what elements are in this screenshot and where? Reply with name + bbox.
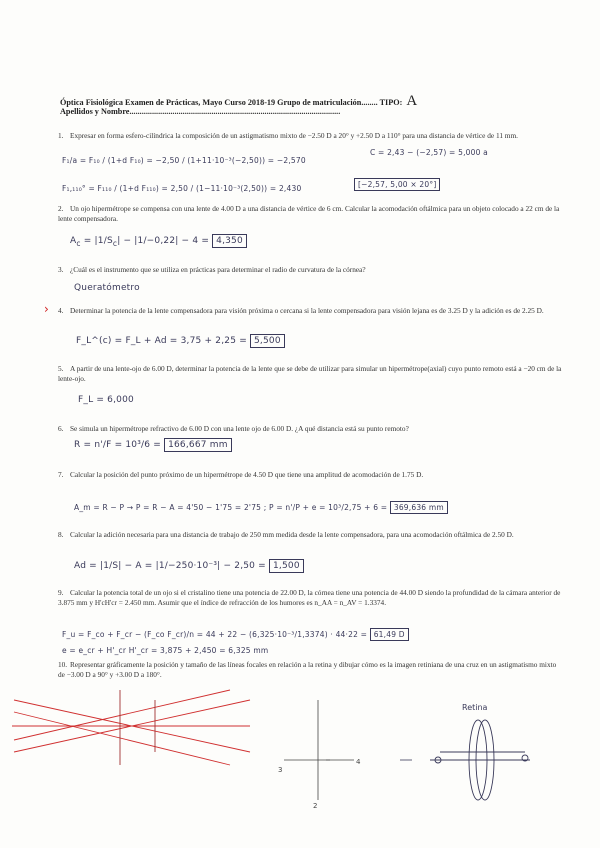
question-6-text: Se simula un hipermétrope refractivo de 6.00 D con una lente ojo de 6.00 D. ¿A qué distancia está su punto remoto? [70, 424, 409, 433]
answer-4-result: 5,500 [250, 334, 285, 348]
ray-diagram [12, 690, 250, 765]
name-label: Apellidos y Nombre....................................................................................................... [60, 107, 341, 116]
answer-7-result: 369,636 mm [390, 501, 448, 514]
answer-7: A_m = R − P → P = R − A = 4'50 − 1'75 = 2'75 ; P = n'/P + e = 10³/2,75 + 6 = 369,636 mm [74, 503, 448, 512]
question-3-text: ¿Cuál es el instrumento que se utiliza en prácticas para determinar el radio de curvatura de la córnea? [70, 265, 366, 274]
answer-1-line1: F₁/a = F₁₀ / (1+d F₁₀) = −2,50 / (1+11·10⁻³(−2,50)) = −2,570 [62, 156, 306, 165]
question-5: 5. A partir de una lente-ojo de 6.00 D, determinar la potencia de la lente que se debe de utilizar para simular un hipermétrope(axial) cuyo punto remoto está a −20 cm de la lente-ojo. [58, 364, 562, 383]
answer-5: F_L = 6,000 [78, 395, 134, 405]
answer-1-cyl: C = 2,43 − (−2,57) = 5,000 a [370, 148, 488, 157]
axis-label-4: 4 [356, 758, 361, 766]
question-8: 8. Calcular la adición necesaria para una distancia de trabajo de 250 mm medida desde la lente compensadora, para una acomodación oftálmica de 2.50 D. [58, 530, 514, 539]
question-3: 3. ¿Cuál es el instrumento que se utiliza en prácticas para determinar el radio de curvatura de la córnea? [58, 265, 366, 274]
question-10-text: Representar gráficamente la posición y tamaño de las líneas focales en relación a la retina y dibujar cómo es la imagen retiniana de una cruz en un astigmatismo mixto de −3.00 D a 90° y +3.00 D a 180°. [58, 660, 557, 679]
answer-9-result: 61,49 D [370, 628, 409, 641]
answer-6: R = n'/F = 10³/6 = 166,667 mm [74, 440, 232, 450]
question-2-text: Un ojo hipermétrope se compensa con una lente de 4.00 D a una distancia de vértice de 6 cm. Calcular la acomodación oftálmica para un objeto colocado a 22 cm de la lente compensadora. [58, 204, 560, 223]
question-7: 7. Calcular la posición del punto próximo de un hipermétrope de 4.50 D que tiene una amplitud de acomodación de 1.75 D. [58, 470, 424, 479]
answer-2-result: 4,350 [212, 234, 247, 248]
tipo-letter: A [406, 93, 418, 109]
answer-3: Queratómetro [74, 283, 140, 293]
answer-6-result: 166,667 mm [164, 438, 232, 452]
answer-9-line2: e = e_cr + H'_cr H'_cr = 3,875 + 2,450 = 6,325 mm [62, 646, 269, 655]
question-6: 6. Se simula un hipermétrope refractivo de 6.00 D con una lente ojo de 6.00 D. ¿A qué distancia está su punto remoto? [58, 424, 409, 433]
question-4-text: Determinar la potencia de la lente compensadora para visión próxima o cercana si la lente compensadora para visión lejana es de 3.25 D y la adición es de 2.25 D. [70, 306, 544, 315]
ray-4 [14, 690, 230, 740]
question-5-text: A partir de una lente-ojo de 6.00 D, determinar la potencia de la lente que se debe de utilizar para simular un hipermétrope(axial) cuyo punto remoto está a −20 cm de la lente-ojo. [58, 364, 562, 383]
question-8-text: Calcular la adición necesaria para una distancia de trabajo de 250 mm medida desde la lente compensadora, para una acomodación oftálmica de 2.50 D. [70, 530, 514, 539]
question-4: 4. Determinar la potencia de la lente compensadora para visión próxima o cercana si la lente compensadora para visión lejana es de 3.25 D y la adición es de 2.25 D. [58, 306, 544, 315]
question-9: 9. Calcular la potencia total de un ojo si el cristalino tiene una potencia de 22.00 D, la córnea tiene una potencia de 44.00 D siendo la profundidad de la cámara anterior de 3.875 mm y H'cH'cr = 2.450 mm. Asumir que el índice de refracción de los humores es n_AA = n_AV = 1.3374. [58, 588, 561, 607]
answer-9: F_u = F_co + F_cr − (F_co F_cr)/n = 44 + 22 − (6,325·10⁻³/1,3374) · 44·22 = 61,49 D [62, 630, 409, 639]
axis-label-3: 3 [278, 766, 283, 774]
answer-8: Ad = |1/S| − A = |1/−250·10⁻³| − 2,50 = 1,500 [74, 561, 304, 571]
answer-1-line2: F₁,₁₁₀° = F₁₁₀ / (1+d F₁₁₀) = 2,50 / (1−11·10⁻³(2,50)) = 2,430 [62, 184, 302, 193]
red-check-mark: › [44, 302, 49, 316]
question-10: 10. Representar gráficamente la posición y tamaño de las líneas focales en relación a la retina y dibujar cómo es la imagen retiniana de una cruz en un astigmatismo mixto de −3.00 D a 90° y +3.00 D a 180°. [58, 660, 557, 679]
answer-2: $A_c = |1/S_c| - |1/-0,22| - 4 = 4,350$ [70, 236, 247, 248]
question-1-text: Expresar en forma esfero-cilíndrica la composición de un astigmatismo mixto de −2.50 D a 20° y +2.50 D a 110° para una distancia de vértice de 11 mm. [70, 131, 518, 140]
answer-1-final: [−2,57, 5,00 × 20°] [354, 178, 440, 191]
retina-label: Retina [462, 703, 488, 712]
retina-sketch [430, 720, 530, 800]
axis-label-2: 2 [313, 802, 318, 810]
question-2: 2. Un ojo hipermétrope se compensa con una lente de 4.00 D a una distancia de vértice de 6 cm. Calcular la acomodación oftálmica para un objeto colocado a 22 cm de la lente compensadora. [58, 204, 560, 223]
answer-8-result: 1,500 [269, 559, 304, 573]
question-1: 1. Expresar en forma esfero-cilíndrica la composición de un astigmatismo mixto de −2.50 D a 20° y +2.50 D a 110° para una distancia de vértice de 11 mm. [58, 131, 518, 140]
ray-3 [14, 712, 230, 765]
answer-4: F_L^(c) = F_L + Ad = 3,75 + 2,25 = 5,500 [76, 336, 285, 346]
axis-cross [284, 700, 354, 800]
exam-title: Óptica Fisiológica Examen de Prácticas, Mayo Curso 2018-19 Grupo de matriculación........ TIPO: [60, 98, 403, 107]
question-9-text: Calcular la potencia total de un ojo si el cristalino tiene una potencia de 22.00 D, la córnea tiene una potencia de 44.00 D siendo la profundidad de la cámara anterior de 3.875 mm y H'cH'cr = 2.450 mm. Asumir que el índice de refracción de los humores es n_AA = n_AV = 1.3374. [58, 588, 561, 607]
question-7-text: Calcular la posición del punto próximo de un hipermétrope de 4.50 D que tiene una amplitud de acomodación de 1.75 D. [70, 470, 424, 479]
